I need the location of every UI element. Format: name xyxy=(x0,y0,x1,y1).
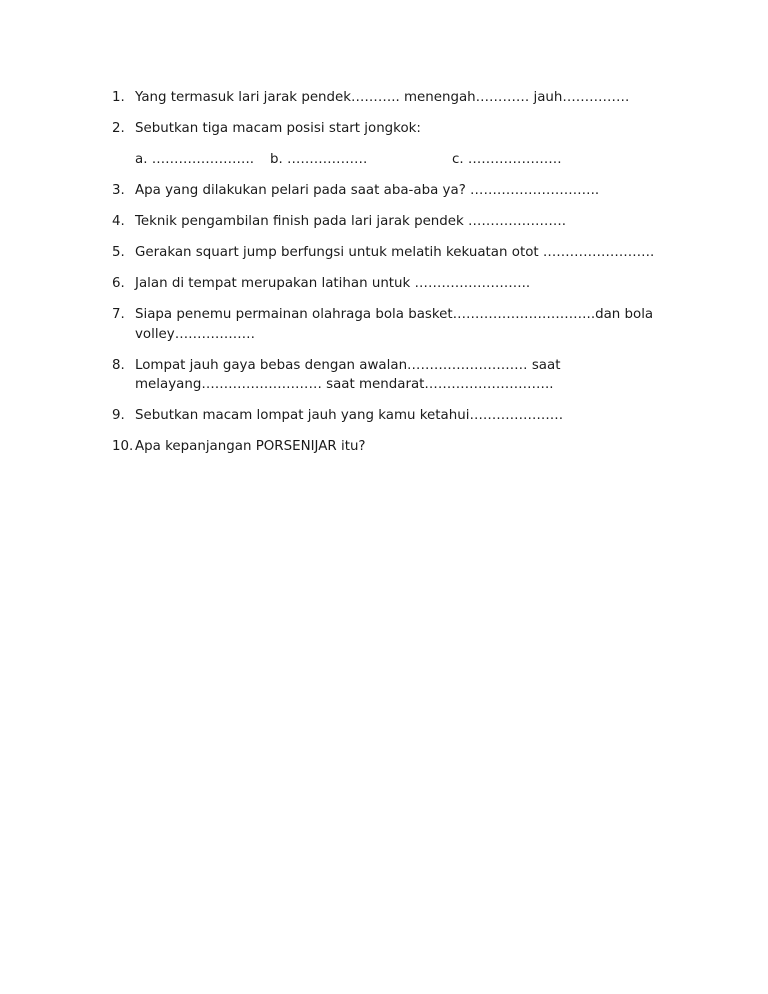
question-number: 9. xyxy=(112,408,125,423)
question-text: Apa kepanjangan PORSENIJAR itu? xyxy=(135,439,366,454)
question-number: 8. xyxy=(112,357,125,373)
question-4 xyxy=(112,212,692,232)
question-2-options xyxy=(112,150,692,170)
question-5 xyxy=(112,243,692,263)
question-9 xyxy=(112,406,692,426)
question-text: Siapa penemu permainan olahraga bola basket…………………………..dan bola volley……………… xyxy=(135,307,654,342)
question-list xyxy=(112,88,692,468)
question-text: Lompat jauh gaya bebas dengan awalan……………………… saat melayang……………………… saat mendarat……………………….. xyxy=(135,357,561,392)
question-7 xyxy=(112,305,692,344)
question-text: Yang termasuk lari jarak pendek……….. menengah………… jauh…………… xyxy=(135,90,630,105)
question-text: Sebutkan tiga macam posisi start jongkok: xyxy=(135,121,421,136)
question-text: Gerakan squart jump berfungsi untuk melatih kekuatan otot ……………………. xyxy=(135,245,655,260)
question-number: 5. xyxy=(112,245,125,260)
question-number: 1. xyxy=(112,90,125,105)
option-b: b. ……………… xyxy=(270,152,368,167)
question-number: 3. xyxy=(112,183,125,198)
question-8 xyxy=(112,356,692,395)
question-text: Jalan di tempat merupakan latihan untuk …………………….. xyxy=(135,276,531,291)
option-c: c. ………………… xyxy=(452,152,562,167)
question-text: Apa yang dilakukan pelari pada saat aba-aba ya? ……………………….. xyxy=(135,183,600,198)
question-1 xyxy=(112,88,692,108)
question-6 xyxy=(112,274,692,294)
question-3 xyxy=(112,181,692,201)
option-a: a. ………………….. xyxy=(135,152,254,167)
question-text: Teknik pengambilan finish pada lari jarak pendek …………………. xyxy=(135,214,567,229)
question-number: 7. xyxy=(112,307,125,322)
question-10 xyxy=(112,437,692,457)
question-number: 2. xyxy=(112,121,125,136)
question-2 xyxy=(112,119,692,139)
question-number: 4. xyxy=(112,214,125,229)
question-text: Sebutkan macam lompat jauh yang kamu ketahui………………… xyxy=(135,408,564,423)
question-number: 6. xyxy=(112,276,125,291)
question-number: 10. xyxy=(112,439,134,454)
